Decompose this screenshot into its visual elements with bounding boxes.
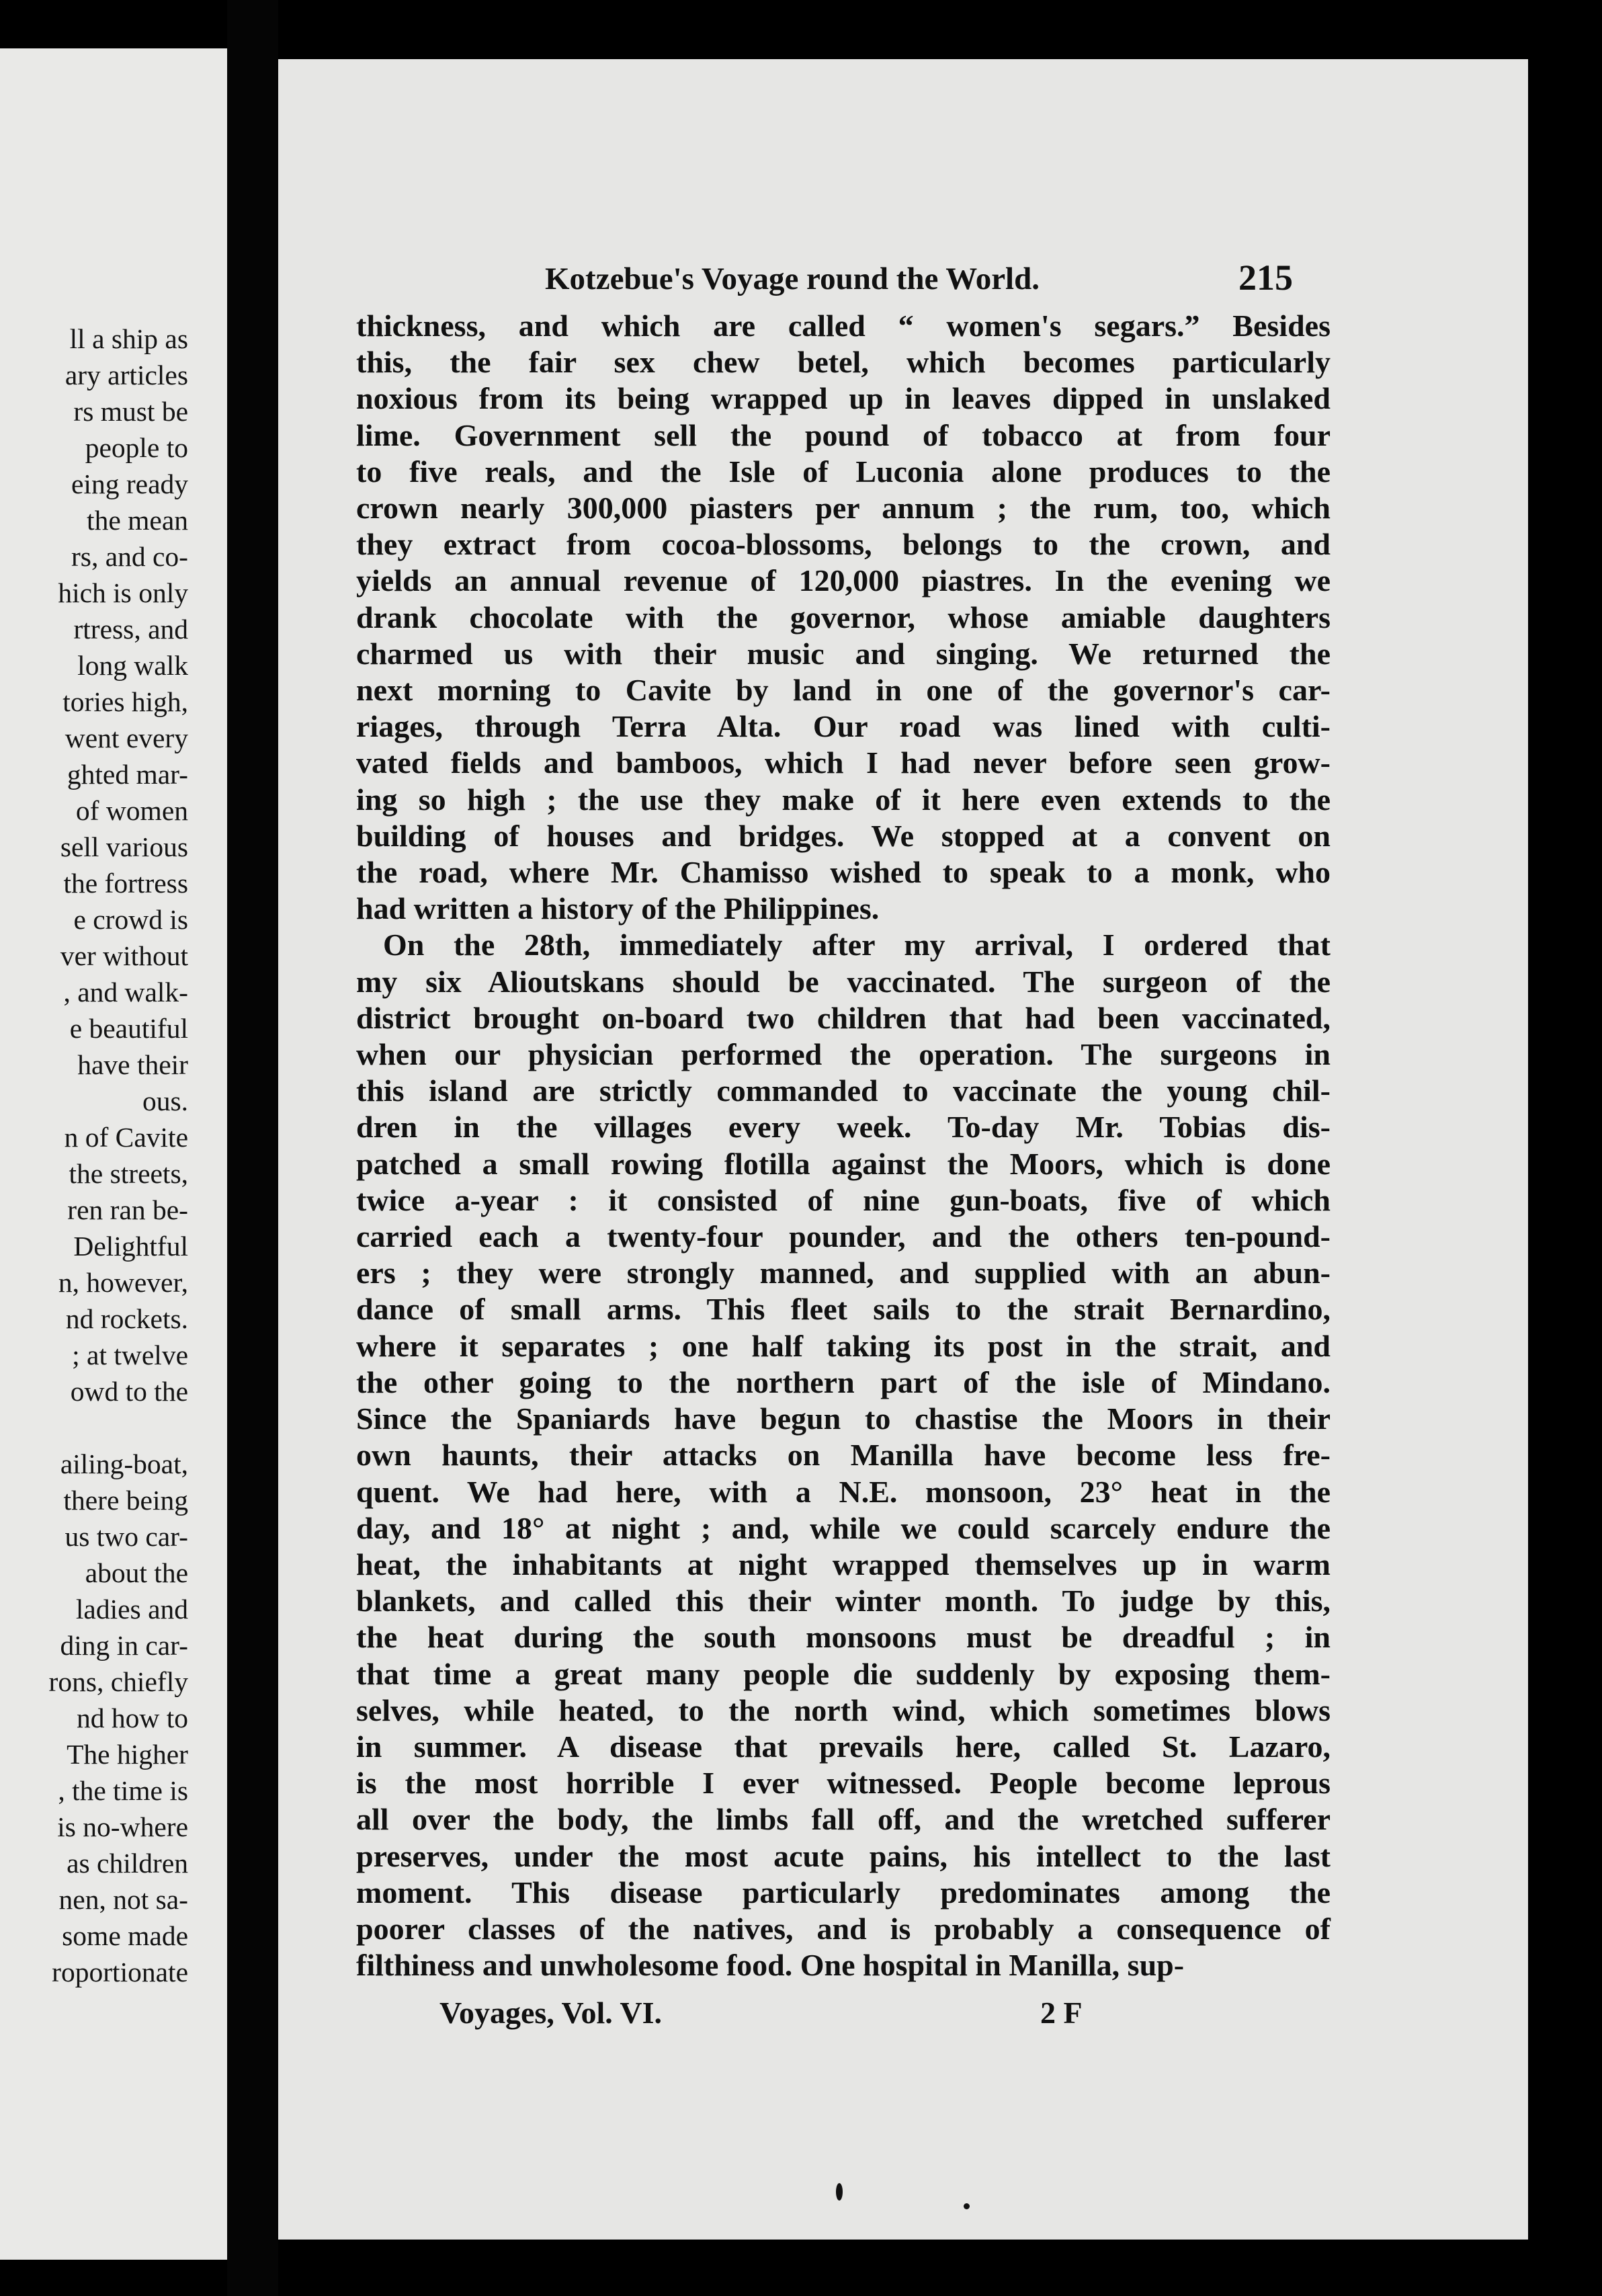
left-facing-page: [0, 48, 227, 2260]
left-page-line: is no-where: [57, 1811, 188, 1842]
text-line: to five reals, and the Isle of Luconia alone produces to the: [356, 454, 1331, 489]
text-line: riages, through Terra Alta. Our road was lined with culti-: [356, 709, 1331, 744]
left-page-line: rtress, and: [73, 614, 188, 645]
left-page-line: rs, and co-: [71, 541, 188, 572]
right-page: [278, 59, 1528, 2240]
ink-speck: [836, 2183, 843, 2201]
left-page-line: ; at twelve: [72, 1340, 188, 1370]
left-page-line: the mean: [87, 505, 188, 536]
left-page-line: nd rockets.: [65, 1303, 188, 1334]
text-line: Since the Spaniards have begun to chastise the Moors in their: [356, 1401, 1331, 1436]
body-text: [356, 308, 1331, 1983]
left-page-line: people to: [85, 432, 188, 463]
text-line: ers ; they were strongly manned, and supplied with an abun-: [356, 1256, 1331, 1290]
ink-speck: [964, 2203, 970, 2209]
left-page-line: about the: [85, 1557, 188, 1588]
text-line: building of houses and bridges. We stopped at a convent on: [356, 818, 1331, 853]
left-page-line: hich is only: [58, 577, 188, 608]
text-line: quent. We had here, with a N.E. monsoon, 23° heat in the: [356, 1474, 1331, 1509]
left-page-line: nen, not sa-: [58, 1884, 188, 1915]
left-page-line: some made: [62, 1920, 188, 1951]
text-line: moment. This disease particularly predominates among the: [356, 1875, 1331, 1910]
left-page-line: ghted mar-: [67, 759, 188, 790]
left-page-line: ailing-boat,: [60, 1448, 188, 1479]
text-line: dance of small arms. This fleet sails to the strait Bernardino,: [356, 1292, 1331, 1327]
text-line: my six Alioutskans should be vaccinated. The surgeon of the: [356, 964, 1331, 999]
left-page-line: as children: [67, 1848, 188, 1879]
left-page-line: sell various: [60, 831, 188, 862]
text-line: On the 28th, immediately after my arrival, I ordered that: [383, 928, 1331, 962]
text-line: this, the fair sex chew betel, which becomes particularly: [356, 345, 1331, 380]
left-page-line: long walk: [77, 650, 188, 681]
left-page-line: owd to the: [70, 1376, 188, 1407]
left-page-line: ver without: [60, 940, 188, 971]
text-line: thickness, and which are called “ women's segars.” Besides: [356, 309, 1331, 343]
text-line: this island are strictly commanded to vaccinate the young chil-: [356, 1073, 1331, 1108]
left-page-line: the streets,: [69, 1158, 188, 1189]
text-line: is the most horrible I ever witnessed. People become leprous: [356, 1766, 1331, 1801]
text-line: vated fields and bamboos, which I had never before seen grow-: [356, 745, 1331, 780]
left-page-line: rons, chiefly: [48, 1666, 188, 1697]
text-line: drank chocolate with the governor, whose amiable daughters: [356, 600, 1331, 634]
text-line: the heat during the south monsoons must be dreadful ; in: [356, 1620, 1331, 1655]
left-page-line: e beautiful: [69, 1013, 188, 1044]
text-line: the other going to the northern part of the isle of Mindano.: [356, 1364, 1331, 1399]
text-line: preserves, under the most acute pains, his intellect to the last: [356, 1838, 1331, 1873]
left-page-line: of women: [75, 795, 188, 826]
left-page-line: ous.: [142, 1085, 188, 1116]
text-line: crown nearly 300,000 piasters per annum ; the rum, too, which: [356, 491, 1331, 526]
left-page-line: ladies and: [75, 1594, 188, 1625]
text-line: when our physician performed the operation. The surgeons in: [356, 1037, 1331, 1072]
left-page-line: Delightful: [73, 1231, 188, 1262]
left-page-line: us two car-: [65, 1521, 188, 1552]
left-page-line: went every: [65, 723, 188, 753]
text-line: twice a-year : it consisted of nine gun-boats, five of which: [356, 1182, 1331, 1217]
text-line: day, and 18° at night ; and, while we could scarcely endure the: [356, 1510, 1331, 1545]
left-page-line: , and walk-: [63, 977, 188, 1008]
running-head: [278, 257, 1528, 308]
text-line: ing so high ; the use they make of it here even extends to the: [356, 782, 1331, 817]
running-title: Kotzebue's Voyage round the World.: [545, 261, 1040, 296]
text-line: lime. Government sell the pound of tobacco at from four: [356, 417, 1331, 452]
text-line: charmed us with their music and singing. We returned the: [356, 636, 1331, 671]
text-line: yields an annual revenue of 120,000 piastres. In the evening we: [356, 563, 1331, 598]
left-page-line: ding in car-: [60, 1630, 188, 1661]
text-line: next morning to Cavite by land in one of the governor's car-: [356, 673, 1331, 708]
text-line: they extract from cocoa-blossoms, belongs to the crown, and: [356, 527, 1331, 562]
left-page-line: eing ready: [71, 468, 188, 499]
text-line: blankets, and called this their winter month. To judge by this,: [356, 1584, 1331, 1618]
text-line: dren in the villages every week. To-day Mr. Tobias dis-: [356, 1110, 1331, 1145]
left-page-line: The higher: [67, 1739, 188, 1770]
text-line: poorer classes of the natives, and is probably a consequence of: [356, 1911, 1331, 1946]
left-page-line: ll a ship as: [69, 323, 188, 354]
text-line: in summer. A disease that prevails here, called St. Lazaro,: [356, 1729, 1331, 1764]
left-page-line: nd how to: [77, 1703, 188, 1733]
left-page-line: have their: [77, 1049, 188, 1080]
left-page-line: ary articles: [65, 360, 188, 391]
left-page-line: n, however,: [58, 1267, 188, 1298]
text-line: patched a small rowing flotilla against the Moors, which is done: [356, 1146, 1331, 1181]
left-page-line: rs must be: [73, 396, 188, 427]
text-line: heat, the inhabitants at night wrapped themselves up in warm: [356, 1547, 1331, 1582]
page-number: 215: [1238, 257, 1293, 298]
left-page-line: tories high,: [62, 686, 188, 717]
left-page-line: [0, 1409, 188, 1446]
text-line: noxious from its being wrapped up in leaves dipped in unslaked: [356, 381, 1331, 416]
signature-volume: Voyages, Vol. VI.: [439, 1996, 663, 2030]
text-line: all over the body, the limbs fall off, and the wretched sufferer: [356, 1802, 1331, 1837]
text-line: the road, where Mr. Chamisso wished to speak to a monk, who: [356, 855, 1331, 890]
text-line: carried each a twenty-four pounder, and the others ten-pound-: [356, 1219, 1331, 1254]
left-page-line: ren ran be-: [67, 1194, 188, 1225]
signature-mark: 2 F: [1040, 1996, 1083, 2030]
text-line: where it separates ; one half taking its post in the strait, and: [356, 1328, 1331, 1363]
left-page-line: e crowd is: [73, 904, 188, 935]
left-page-text: [0, 321, 188, 1990]
left-page-line: , the time is: [58, 1775, 188, 1806]
page-gutter: [227, 0, 278, 2296]
text-line: filthiness and unwholesome food. One hospital in Manilla, sup-: [356, 1948, 1185, 1983]
text-line: own haunts, their attacks on Manilla have become less fre-: [356, 1438, 1331, 1473]
left-page-line: there being: [63, 1485, 188, 1516]
text-line: had written a history of the Philippines.: [356, 891, 880, 926]
text-line: selves, while heated, to the north wind, which sometimes blows: [356, 1692, 1331, 1727]
text-line: district brought on-board two children that had been vaccinated,: [356, 1000, 1331, 1035]
text-line: that time a great many people die suddenly by exposing them-: [356, 1656, 1331, 1691]
left-page-line: n of Cavite: [64, 1122, 188, 1153]
left-page-line: roportionate: [52, 1957, 188, 1987]
signature-line: [439, 1995, 1083, 2035]
left-page-line: the fortress: [63, 868, 188, 899]
